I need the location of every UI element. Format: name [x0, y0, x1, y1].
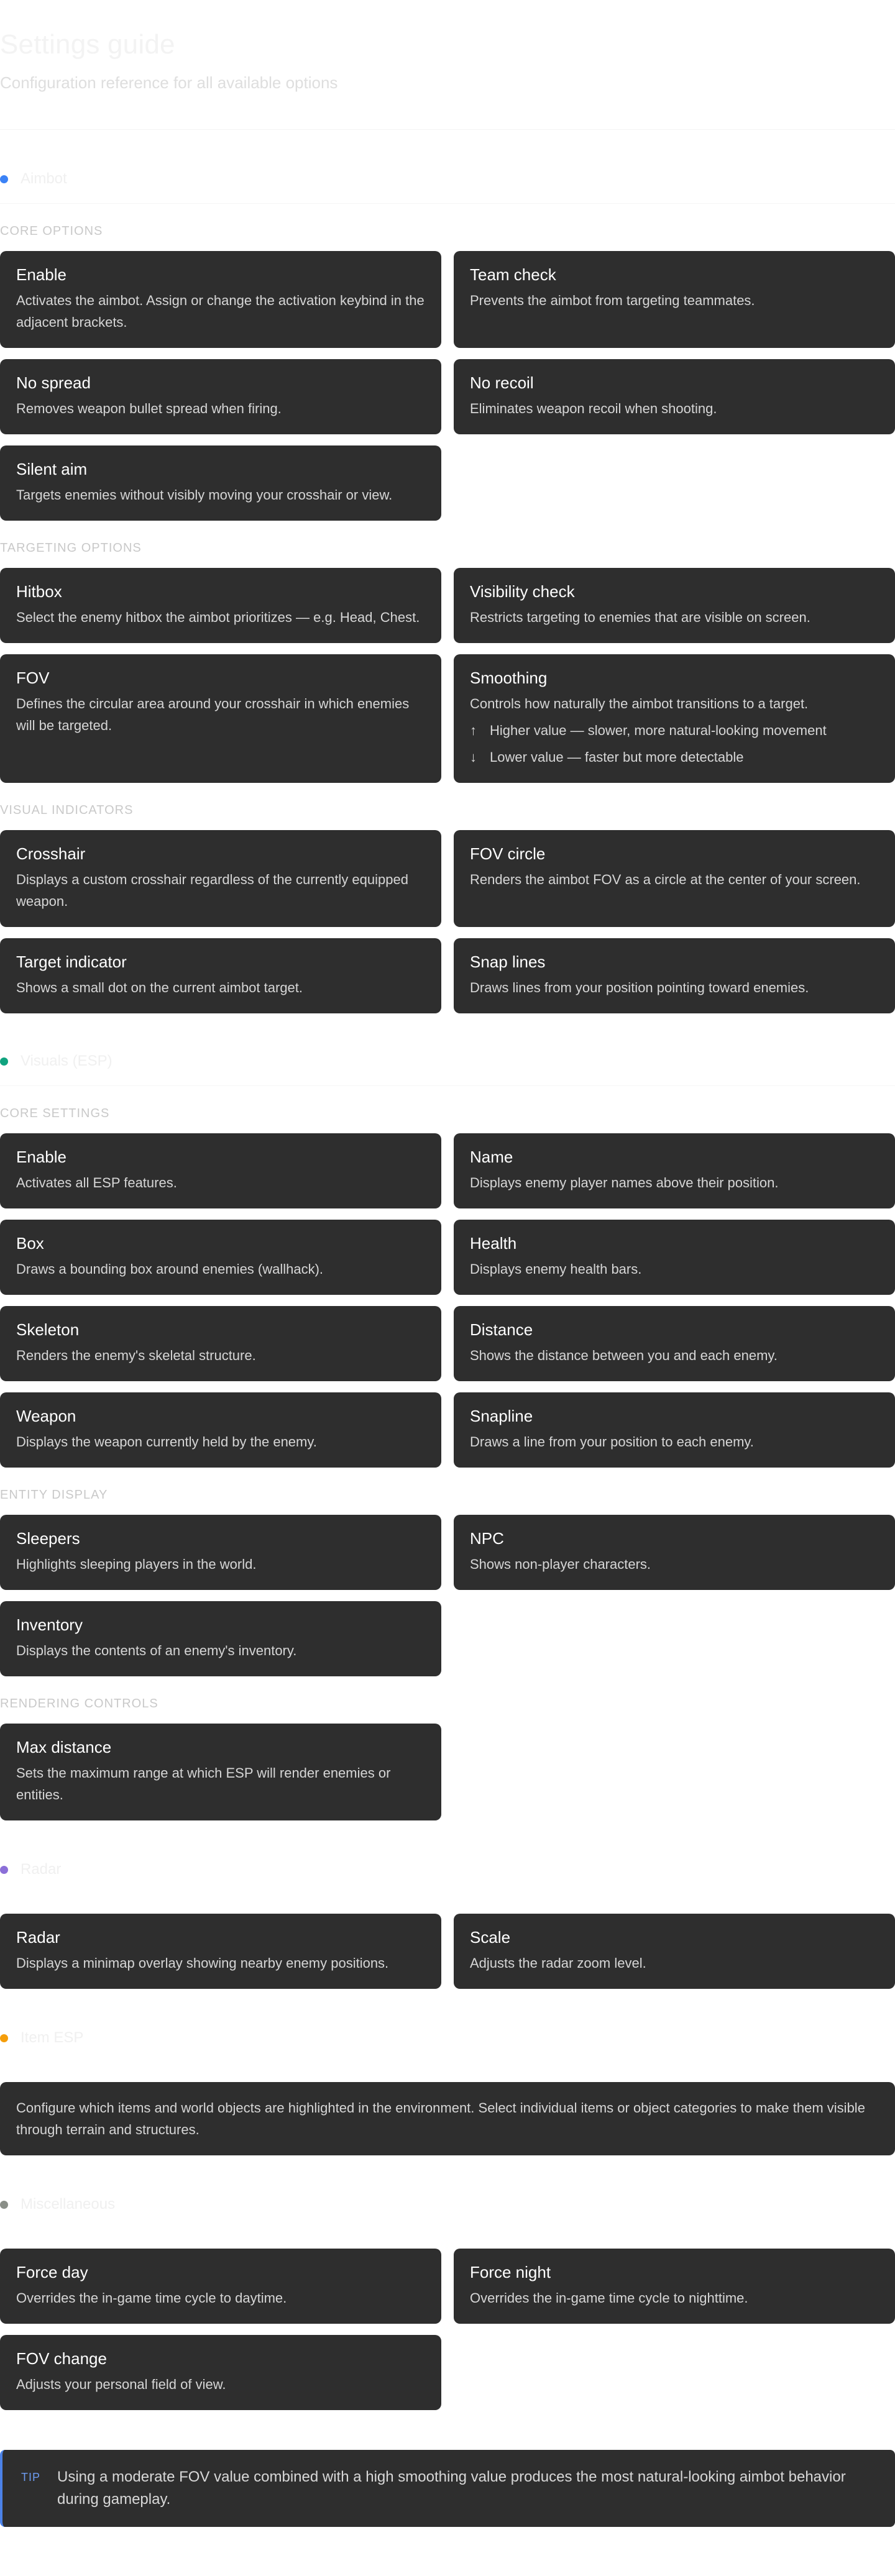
card-title: Health — [470, 1234, 517, 1253]
card-description: Shows non-player characters. — [470, 1556, 651, 1572]
card-no-spread — [0, 359, 441, 434]
card-description: Controls how naturally the aimbot transitions to a target. — [470, 696, 809, 711]
card-description: Overrides the in-game time cycle to nighttime. — [470, 2290, 748, 2306]
card-scale — [454, 1914, 895, 1989]
group-title-entity-display: ENTITY DISPLAY — [0, 1488, 108, 1502]
core-options-grid — [0, 251, 895, 521]
misc-grid — [0, 2249, 895, 2410]
page-title: Settings guide — [0, 29, 175, 60]
section-dot-misc — [0, 2201, 8, 2209]
targeting-options-grid — [0, 568, 895, 783]
smoothing-lower-value — [470, 746, 879, 768]
card-description: Draws a line from your position to each enemy. — [470, 1434, 754, 1450]
core-settings-grid — [0, 1133, 895, 1468]
section-heading-misc — [0, 2195, 895, 2214]
card-fov — [0, 654, 441, 783]
card-description: Select the enemy hitbox the aimbot prioritizes — e.g. Head, Chest. — [16, 610, 420, 625]
card-no-recoil — [454, 359, 895, 434]
card-radar — [0, 1914, 441, 1989]
card-description: Adjusts the radar zoom level. — [470, 1955, 646, 1971]
card-title: FOV circle — [470, 844, 546, 863]
tip-label: TIP — [21, 2471, 41, 2483]
card-title: Enable — [16, 1148, 67, 1166]
section-label-aimbot: Aimbot — [21, 170, 67, 187]
card-snapline — [454, 1392, 895, 1468]
card-description: Displays a custom crosshair regardless of the currently equipped weapon. — [16, 872, 408, 909]
card-description: Draws lines from your position pointing toward enemies. — [470, 980, 809, 995]
card-description: Shows a small dot on the current aimbot target. — [16, 980, 303, 995]
section-dot-item-esp — [0, 2034, 8, 2042]
card-title: Name — [470, 1148, 513, 1166]
section-heading-item-esp — [0, 2029, 895, 2047]
card-smoothing — [454, 654, 895, 783]
card-npc — [454, 1515, 895, 1590]
smoothing-lower-text: Lower value — faster but more detectable — [490, 749, 744, 765]
card-team-check — [454, 251, 895, 348]
card-title: Team check — [470, 265, 556, 284]
card-title: Distance — [470, 1320, 533, 1339]
group-title-rendering-controls: RENDERING CONTROLS — [0, 1697, 158, 1710]
section-heading-aimbot — [0, 170, 895, 188]
header-divider — [0, 129, 895, 130]
card-title: Crosshair — [16, 844, 86, 863]
card-description: Restricts targeting to enemies that are visible on screen. — [470, 610, 810, 625]
section-dot-esp — [0, 1057, 8, 1066]
rendering-controls-grid — [0, 1724, 895, 1820]
card-title: FOV change — [16, 2349, 107, 2368]
card-title: NPC — [470, 1529, 504, 1548]
group-title-visual-indicators: VISUAL INDICATORS — [0, 803, 134, 817]
card-force-night — [454, 2249, 895, 2324]
card-description: Highlights sleeping players in the world. — [16, 1556, 257, 1572]
card-title: Snapline — [470, 1407, 533, 1425]
card-description: Overrides the in-game time cycle to daytime. — [16, 2290, 287, 2306]
group-title-targeting-options: TARGETING OPTIONS — [0, 541, 142, 555]
card-skeleton — [0, 1306, 441, 1381]
section-heading-esp — [0, 1052, 895, 1071]
tip-callout — [0, 2450, 895, 2527]
section-label-radar: Radar — [21, 1861, 62, 1878]
section-radar — [0, 1860, 895, 1989]
card-title: Box — [16, 1234, 44, 1253]
card-target-indicator — [0, 938, 441, 1013]
card-description: Sets the maximum range at which ESP will render enemies or entities. — [16, 1765, 391, 1802]
arrow-down-icon: ↓ — [470, 749, 477, 765]
entity-display-grid — [0, 1515, 895, 1676]
group-title-core-settings: CORE SETTINGS — [0, 1107, 110, 1120]
card-fov-change — [0, 2335, 441, 2410]
section-divider — [0, 1085, 895, 1086]
tip-text: Using a moderate FOV value combined with a high smoothing value produces the most natural-looking aimbot behavior during gameplay. — [57, 2469, 846, 2508]
card-esp-enable — [0, 1133, 441, 1208]
smoothing-higher-text: Higher value — slower, more natural-looking movement — [490, 723, 827, 738]
radar-grid — [0, 1914, 895, 1989]
card-title: Skeleton — [16, 1320, 80, 1339]
card-name — [454, 1133, 895, 1208]
card-snap-lines — [454, 938, 895, 1013]
smoothing-higher-value — [470, 719, 879, 741]
page-subtitle: Configuration reference for all available options — [0, 73, 338, 92]
section-esp — [0, 1052, 895, 1820]
card-sleepers — [0, 1515, 441, 1590]
arrow-up-icon: ↑ — [470, 723, 477, 738]
card-title: Visibility check — [470, 582, 575, 601]
section-dot-radar — [0, 1866, 8, 1874]
card-description: Activates the aimbot. Assign or change the activation keybind in the adjacent brackets. — [16, 293, 425, 330]
card-description: Displays the weapon currently held by the enemy. — [16, 1434, 317, 1450]
card-crosshair — [0, 830, 441, 927]
card-description: Renders the aimbot FOV as a circle at the center of your screen. — [470, 872, 861, 887]
card-title: Force day — [16, 2263, 88, 2281]
card-title: FOV — [16, 669, 50, 687]
card-description: Targets enemies without visibly moving your crosshair or view. — [16, 487, 393, 503]
card-description: Prevents the aimbot from targeting teammates. — [470, 293, 755, 308]
section-item-esp — [0, 2029, 895, 2155]
card-max-distance — [0, 1724, 441, 1820]
section-label-item-esp: Item ESP — [21, 2029, 84, 2046]
card-weapon — [0, 1392, 441, 1468]
item-esp-description: Configure which items and world objects are highlighted in the environment. Select individual items or object categories to make them visible through terrain and structures. — [0, 2082, 895, 2155]
card-fov-circle — [454, 830, 895, 927]
card-distance — [454, 1306, 895, 1381]
card-description: Defines the circular area around your crosshair in which enemies will be targeted. — [16, 696, 410, 733]
card-description: Renders the enemy's skeletal structure. — [16, 1348, 256, 1363]
card-title: Snap lines — [470, 952, 546, 971]
card-description: Draws a bounding box around enemies (wallhack). — [16, 1261, 324, 1277]
card-health — [454, 1220, 895, 1295]
card-title: Target indicator — [16, 952, 127, 971]
card-description: Shows the distance between you and each enemy. — [470, 1348, 778, 1363]
card-force-day — [0, 2249, 441, 2324]
section-misc — [0, 2195, 895, 2410]
card-hitbox — [0, 568, 441, 643]
card-description: Eliminates weapon recoil when shooting. — [470, 401, 717, 416]
page-header — [0, 0, 895, 130]
card-title: Force night — [470, 2263, 551, 2281]
card-enable — [0, 251, 441, 348]
card-title: Hitbox — [16, 582, 62, 601]
card-description: Removes weapon bullet spread when firing. — [16, 401, 282, 416]
section-label-esp: Visuals (ESP) — [21, 1053, 112, 1069]
section-divider — [0, 203, 895, 204]
card-title: Radar — [16, 1928, 60, 1947]
card-description: Activates all ESP features. — [16, 1175, 177, 1190]
card-title: No spread — [16, 373, 91, 392]
card-silent-aim — [0, 445, 441, 521]
section-label-misc: Miscellaneous — [21, 2196, 116, 2213]
section-heading-radar — [0, 1860, 895, 1879]
group-title-core-options: CORE OPTIONS — [0, 224, 103, 238]
card-title: Inventory — [16, 1615, 83, 1634]
card-inventory — [0, 1601, 441, 1676]
card-description: Displays enemy player names above their position. — [470, 1175, 779, 1190]
card-visibility-check — [454, 568, 895, 643]
card-title: Max distance — [16, 1738, 112, 1756]
card-description: Displays the contents of an enemy's inventory. — [16, 1643, 297, 1658]
section-aimbot — [0, 170, 895, 1013]
card-title: Enable — [16, 265, 67, 284]
card-box — [0, 1220, 441, 1295]
card-description: Displays a minimap overlay showing nearby enemy positions. — [16, 1955, 389, 1971]
card-description: Displays enemy health bars. — [470, 1261, 642, 1277]
card-title: Smoothing — [470, 669, 548, 687]
section-dot-aimbot — [0, 175, 8, 183]
visual-indicators-grid — [0, 830, 895, 1013]
card-title: Scale — [470, 1928, 511, 1947]
card-title: No recoil — [470, 373, 534, 392]
card-title: Weapon — [16, 1407, 76, 1425]
card-title: Silent aim — [16, 460, 88, 478]
card-description: Adjusts your personal field of view. — [16, 2377, 226, 2392]
card-title: Sleepers — [16, 1529, 80, 1548]
